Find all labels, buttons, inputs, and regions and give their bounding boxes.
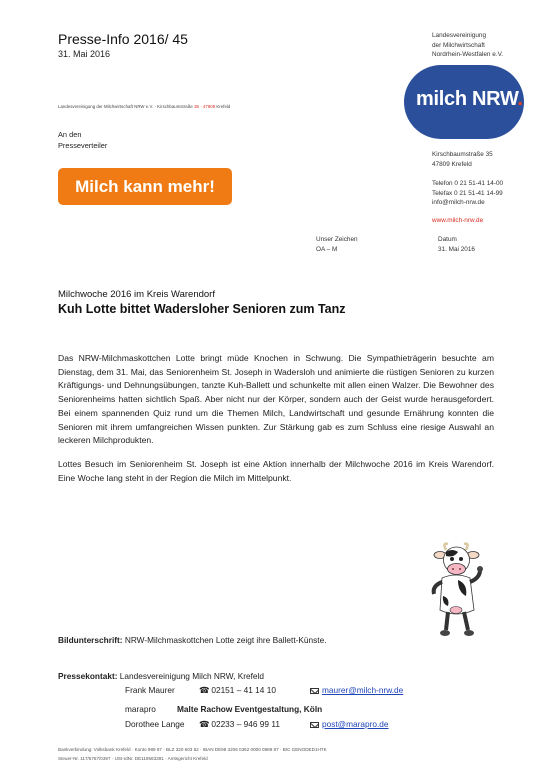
article-body: [58, 352, 494, 495]
image-caption: [58, 635, 327, 645]
contact-person-1-email-row: [310, 685, 403, 695]
contact-website[interactable]: www.milch-nrw.de: [432, 216, 484, 224]
footer-line-1: Bankverbindung: Volksbank Krefeld · Konto 989 87 · BLZ 320 603 62 · IBAN DE98 3206 0362 0000 0989 87 · BIC GENODED1HTK: [58, 747, 327, 752]
paragraph-1: Das NRW-Milchmaskottchen Lotte bringt müde Knochen in Schwung. Die Sympathieträgerin besuchte am Dienstag, dem 31. Mai, das Seniorenheim St. Joseph in Wadersloh und animierte die rüstigen Senioren zu kurzen Kräftigungs- und Dehnungsübungen, tanzte Kuh-Ballett und schunkelte mit allen einen Walzer. Die Bewohner des Seniorenheims hatten sichtlich Spaß. Aber nicht nur der Körper, sondern auch der Geist wurde herausgefordert. Bei einem spannenden Quiz rund um die Themen Milch, Landwirtschaft und gesunde Ernährung konnten die Senioren mit ihrem umfangreichen Wissen punkten. Zur Stärkung gab es zum Schluss eine riesige Auswahl an leckeren Milchprodukten.: [58, 353, 494, 446]
contact-person-2-name: Dorothee Lange: [125, 719, 185, 729]
contact-person-2-email[interactable]: post@marapro.de: [322, 719, 389, 729]
logo-brand: milch: [416, 88, 467, 110]
press-info-title: Presse-Info 2016/ 45: [58, 31, 188, 47]
contact-person-2-email-row: [310, 719, 389, 729]
paragraph-2: Lottes Besuch im Seniorenheim St. Joseph ist eine Aktion innerhalb der Milchwoche 2016 im Kreis Warendorf. Eine Woche lang steht in der Region die Milch im Mittelpunkt.: [58, 458, 494, 483]
contact-block: [432, 150, 503, 225]
legal-footer: [58, 746, 327, 763]
contact-person-1-email[interactable]: maurer@milch-nrw.de: [322, 685, 404, 695]
logo-dot: .: [517, 88, 523, 110]
sender-highlight: 35 · 47809: [194, 104, 216, 109]
recipient-line-1: An den: [58, 130, 82, 139]
org-line-3: Nordrhein-Westfalen e.V.: [432, 51, 504, 58]
reference-ours-value: OA – M: [316, 246, 338, 253]
caption-label: Bildunterschrift:: [58, 635, 123, 645]
sender-prefix: Landesvereinigung der Milchwirtschaft NRW e.V. · Kirschbaumstraße: [58, 104, 195, 109]
contact-person-2-phone: 02233 – 946 99 11: [211, 719, 280, 729]
sender-address-line: [58, 104, 230, 109]
footer-line-2: Steuer-Nr. 117/5757/0397 · USt-IdNr. DE119563391 · Amtsgericht Krefeld: [58, 755, 208, 761]
slogan-banner: Milch kann mehr!: [58, 168, 232, 205]
contact-person-1-phone: 02151 – 41 14 10: [211, 685, 276, 695]
contact-city: 47809 Krefeld: [432, 160, 472, 168]
phone-icon: ☎: [199, 685, 210, 695]
headline: Kuh Lotte bittet Wadersloher Senioren zum Tanz: [58, 302, 346, 316]
contact-person-2-phone-row: [199, 719, 280, 729]
agency-short-name: marapro: [125, 704, 156, 714]
reference-date: [438, 235, 475, 255]
reference-date-value: 31. Mai 2016: [438, 246, 475, 253]
press-contact-org: Landesvereinigung Milch NRW, Krefeld: [117, 671, 264, 681]
contact-fax: Telefax 0 21 51-41 14-99: [432, 189, 503, 197]
caption-text: NRW-Milchmaskottchen Lotte zeigt ihre Ballett-Künste.: [122, 635, 327, 645]
contact-phone: Telefon 0 21 51-41 14-00: [432, 180, 504, 187]
press-contact-label: Pressekontakt:: [58, 671, 118, 681]
logo-region: NRW: [472, 88, 518, 110]
phone-icon: ☎: [199, 719, 210, 729]
envelope-icon: [310, 722, 319, 728]
milch-nrw-logo: [416, 88, 523, 111]
agency-full-name: Malte Rachow Eventgestaltung, Köln: [177, 704, 323, 714]
recipient-line-2: Presseverteiler: [58, 141, 108, 150]
sender-suffix: Krefeld: [215, 104, 231, 109]
contact-street: Kirschbaumstraße 35: [432, 151, 493, 158]
reference-ours: [316, 235, 358, 255]
org-line-2: der Milchwirtschaft: [432, 41, 485, 49]
cow-mascot-icon: [428, 540, 486, 640]
press-contact-heading: [58, 671, 264, 681]
contact-person-1-name: Frank Maurer: [125, 685, 175, 695]
reference-date-label: Datum: [438, 236, 457, 243]
envelope-icon: [310, 688, 319, 694]
organization-name: [432, 31, 542, 60]
recipient-block: [58, 129, 107, 151]
org-line-1: Landesvereinigung: [432, 32, 487, 39]
contact-person-1-phone-row: [199, 685, 276, 695]
reference-ours-label: Unser Zeichen: [316, 236, 358, 243]
contact-email[interactable]: info@milch-nrw.de: [432, 199, 485, 206]
headline-kicker: Milchwoche 2016 im Kreis Warendorf: [58, 289, 215, 300]
press-info-date: 31. Mai 2016: [58, 49, 111, 59]
